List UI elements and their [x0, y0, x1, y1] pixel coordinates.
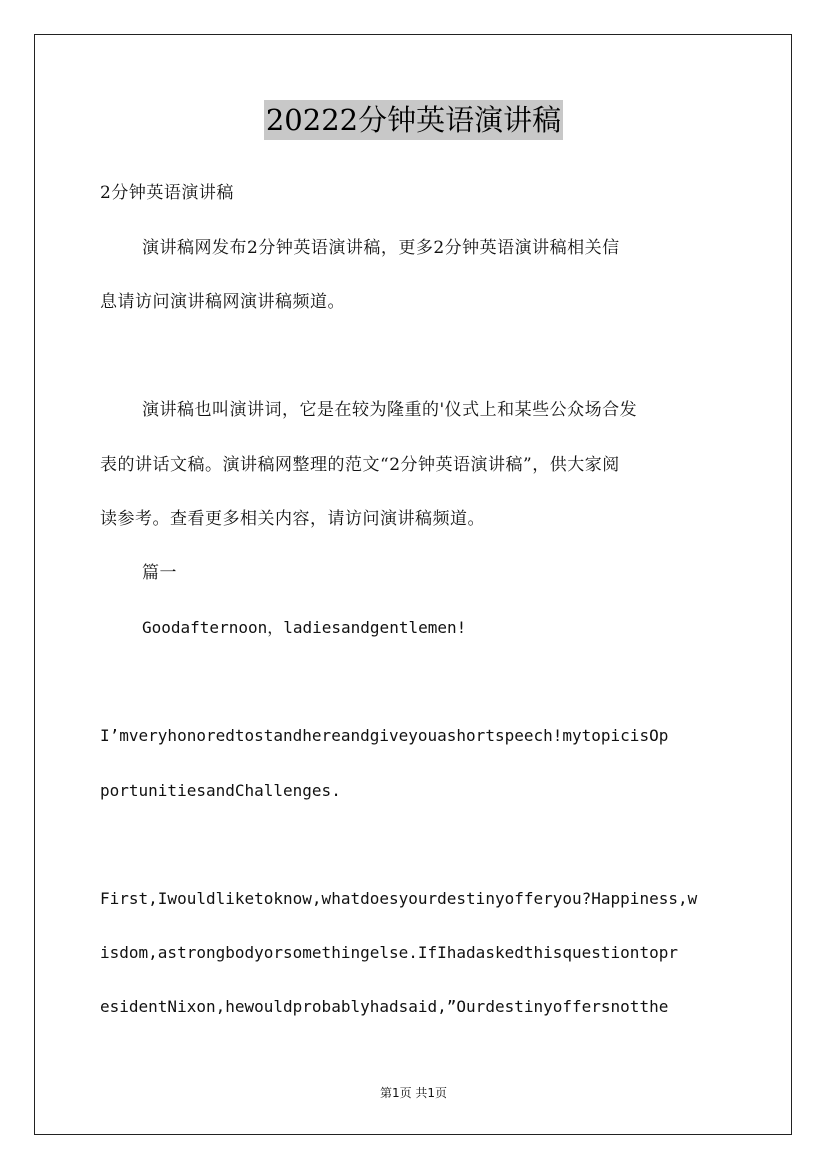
paragraph-line: First,Iwouldliketoknow,whatdoesyourdestinyofferyou?Happiness,w [100, 889, 698, 908]
paragraph-line: 表的讲话文稿。演讲稿网整理的范文“2分钟英语演讲稿”，供大家阅 [100, 455, 620, 475]
document-title: 20222分钟英语演讲稿 [264, 100, 563, 140]
page-footer: 第1页 共1页 [379, 1086, 448, 1100]
paragraph-line: esidentNixon,hewouldprobablyhadsaid,”Ourdestinyoffersnotthe [100, 997, 669, 1016]
paragraph-line: I’mveryhonoredtostandhereandgiveyouashortspeech!mytopicisOp [100, 726, 669, 745]
paragraph-line: Goodafternoon，ladiesandgentlemen! [142, 618, 467, 637]
title-container [0, 100, 827, 140]
paragraph-line: portunitiesandChallenges. [100, 781, 341, 800]
paragraph-line: 演讲稿也叫演讲词，它是在较为隆重的'仪式上和某些公众场合发 [142, 400, 638, 420]
paragraph-line: isdom,astrongbodyorsomethingelse.IfIhadaskedthisquestiontopr [100, 943, 678, 962]
paragraph-line: 读参考。查看更多相关内容，请访问演讲稿频道。 [100, 509, 485, 529]
section-heading: 篇一 [142, 563, 177, 583]
subtitle: 2分钟英语演讲稿 [100, 183, 234, 203]
paragraph-line: 息请访问演讲稿网演讲稿频道。 [100, 292, 345, 312]
paragraph-line: 演讲稿网发布2分钟英语演讲稿，更多2分钟英语演讲稿相关信 [142, 238, 620, 258]
